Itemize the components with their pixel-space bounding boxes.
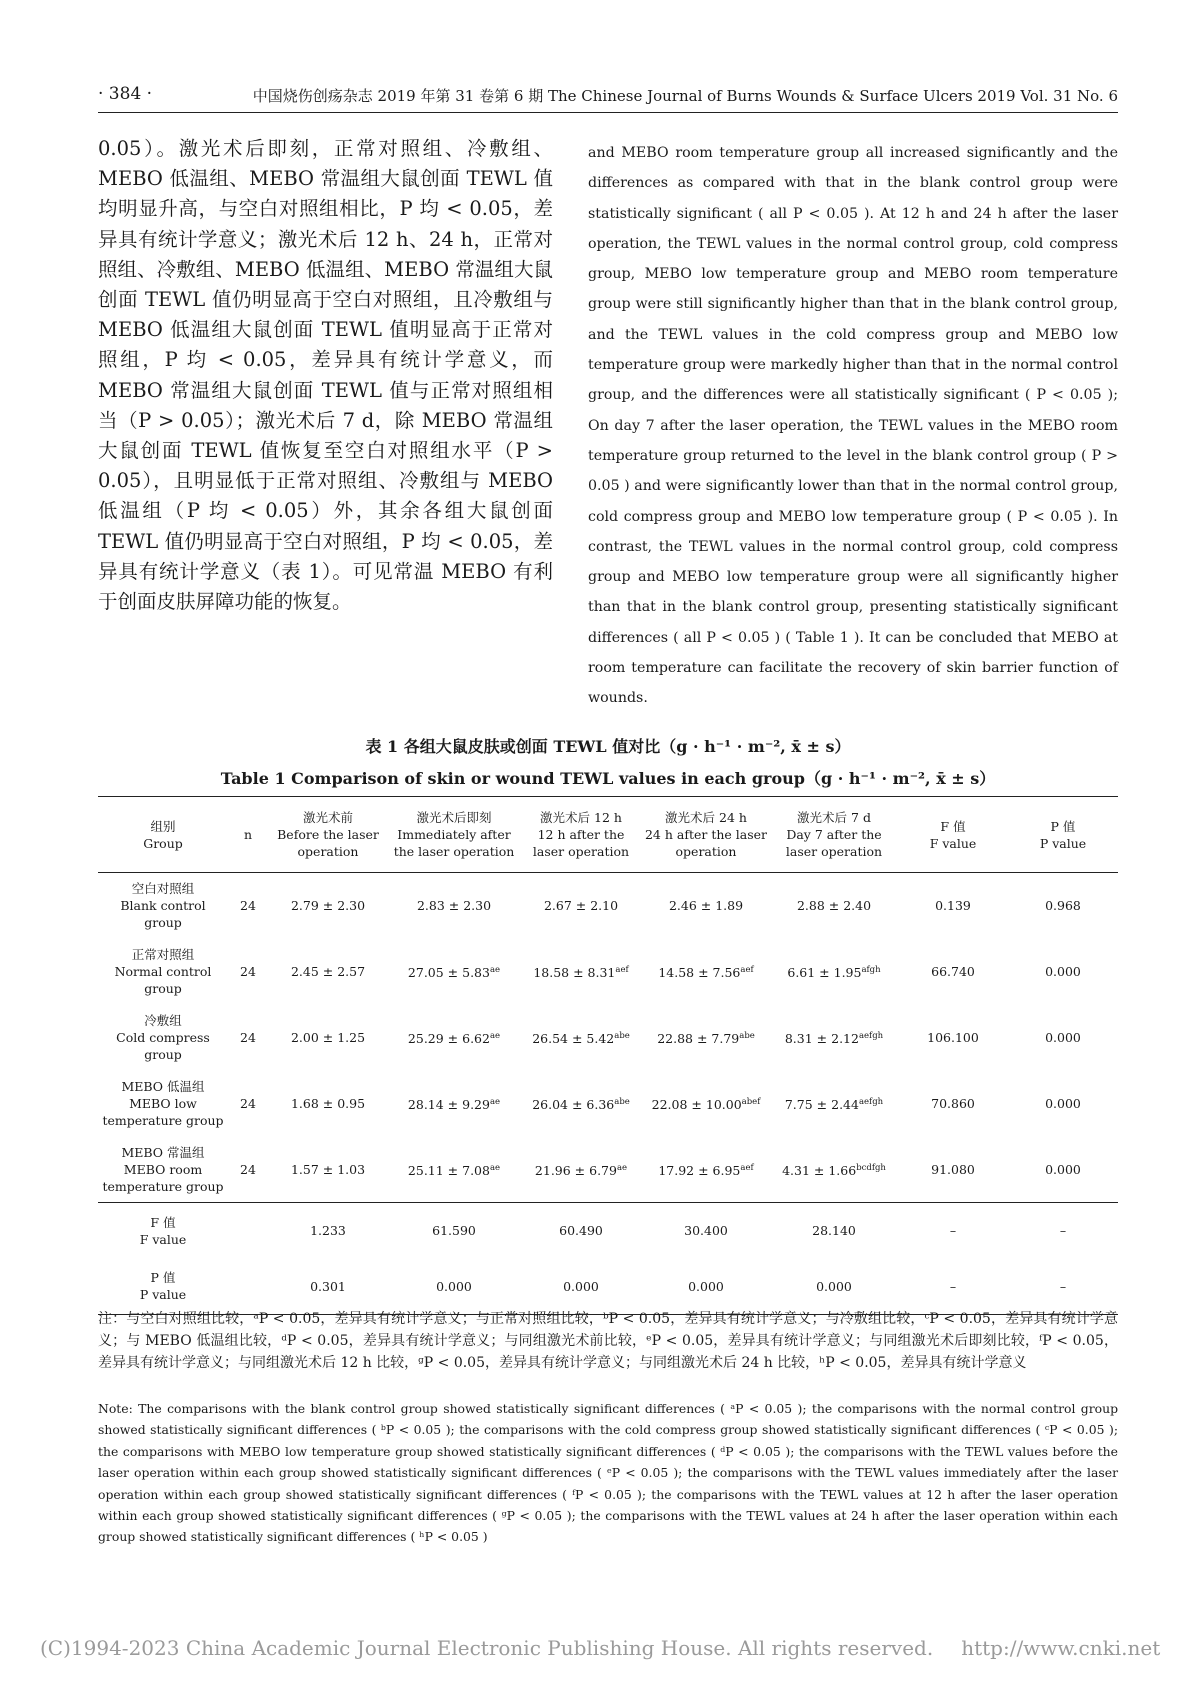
body-text-chinese: 0.05）。激光术后即刻，正常对照组、冷敷组、MEBO 低温组、MEBO 常温组大鼠创面 TEWL 值均明显升高，与空白对照组相比，P 均 < 0.05，差异具有统计学意义；激光术后 12 h、24 h，正常对照组、冷敷组、MEBO 低温组、MEBO 常温组大鼠创面 TEWL 值仍明显高于空白对照组，且冷敷组与 MEBO 低温组大鼠创面 TEWL 值明显高于正常对照组，P 均 < 0.05，差异具有统计学意义，而 MEBO 常温组大鼠创面 TEWL 值与正常对照组相当（P > 0.05）；激光术后 7 d，除 MEBO 常温组大鼠创面 TEWL 值恢复至空白对照组水平（P > 0.05），且明显低于正常对照组、冷敷组与 MEBO 低温组（P 均 < 0.05）外，其余各组大鼠创面 TEWL 值仍明显高于空白对照组，P 均 < 0.05，差异具有统计学意义（表 1）。可见常温 MEBO 有利于创面皮肤屏障功能的恢复。 (98, 137, 553, 614)
table-summary (98, 1203, 1118, 1315)
cell-value: 21.96 ± 6.79 (534, 1162, 617, 1178)
summary-row (98, 1259, 1118, 1315)
cnki-url: http://www.cnki.net (961, 1636, 1161, 1660)
summary-value: 61.590 (388, 1203, 520, 1259)
group-cell (98, 1137, 228, 1203)
significance-marks: ae (489, 1162, 501, 1173)
cell-value: 28.14 ± 9.29 (407, 1097, 490, 1113)
cell-value: 7.75 ± 2.44 (784, 1097, 859, 1113)
value-cell (268, 939, 388, 1005)
cell-value: 18.58 ± 8.31 (533, 965, 616, 981)
value-cell (520, 873, 642, 939)
significance-marks: aefgh (858, 1096, 884, 1107)
summary-label (98, 1259, 228, 1315)
summary-label-cn: P 值 (150, 1270, 176, 1286)
table-row (98, 1137, 1118, 1203)
significance-marks: aef (615, 964, 629, 975)
significance-marks: abe (739, 1030, 755, 1041)
summary-row (98, 1203, 1118, 1259)
page-number: · 384 · (98, 84, 153, 104)
significance-marks: bcdfgh (856, 1162, 886, 1173)
summary-label-en: F value (139, 1231, 187, 1247)
column-header-en: 24 h after the laser operation (644, 827, 768, 859)
group-name-en: Blank control group (120, 898, 206, 931)
significance-marks: ae (489, 1096, 501, 1107)
column-header-en: Group (143, 835, 183, 851)
group-name-cn: 正常对照组 (131, 947, 195, 962)
significance-marks: abef (741, 1096, 761, 1107)
cell-value: 14.58 ± 7.56 (658, 965, 741, 981)
column-header (1008, 797, 1118, 873)
value-cell (520, 1071, 642, 1137)
column-header (268, 797, 388, 873)
group-name-en: MEBO room temperature group (102, 1161, 224, 1194)
cell-value: 2.67 ± 2.10 (543, 898, 619, 914)
value-cell (268, 1137, 388, 1203)
table-row (98, 939, 1118, 1005)
summary-value: 0.301 (268, 1259, 388, 1315)
column-header-cn: 激光术后即刻 (416, 810, 492, 825)
group-cell (98, 1005, 228, 1071)
value-cell (770, 1005, 898, 1071)
significance-marks: aefgh (858, 1030, 884, 1041)
cell-value: 22.88 ± 7.79 (657, 1031, 740, 1047)
f-value-cell: 66.740 (931, 964, 975, 979)
table-caption-chinese: 表 1 各组大鼠皮肤或创面 TEWL 值对比（g · h⁻¹ · m⁻², x̄ ± s） (365, 737, 851, 756)
column-header-en: 12 h after the laser operation (532, 827, 630, 859)
column-header (388, 797, 520, 873)
group-name-en: Normal control group (114, 964, 212, 996)
body-text-english: and MEBO room temperature group all increased significantly and the differences as compared with that in the blank control group were statistically significant ( all P < 0.05 ). At 12 h and 24 h after the laser operation, the TEWL values in the normal control group, cold compress group, MEBO low temperature group and MEBO room temperature group were still significantly higher than that in the blank control group, and the TEWL values in the cold compress group and MEBO low temperature group were markedly higher than that in the normal control group, and the differences were all statistically significant ( P < 0.05 ); On day 7 after the laser operation, the TEWL values in the MEBO room temperature group returned to the level in the blank control group ( P > 0.05 ) and were significantly lower than that in the normal control group, cold compress group and MEBO low temperature group ( P < 0.05 ). In contrast, the TEWL values in the normal control group, cold compress group and MEBO low temperature group were all significantly higher than that in the blank control group, presenting statistically significant differences ( all P < 0.05 ) ( Table 1 ). It can be concluded that MEBO at room temperature can facilitate the recovery of skin barrier function of wounds. (588, 145, 1118, 707)
group-name-cn: 空白对照组 (131, 881, 195, 897)
value-cell (642, 1137, 770, 1203)
significance-marks: afgh (861, 964, 881, 975)
value-cell (642, 1005, 770, 1071)
cell-value: 25.29 ± 6.62 (407, 1031, 490, 1047)
significance-marks: abe (614, 1096, 630, 1107)
cell-value: 17.92 ± 6.95 (658, 1162, 741, 1178)
significance-marks: ae (616, 1162, 628, 1173)
cell-value: 1.68 ± 0.95 (290, 1096, 366, 1111)
f-value-cell: 0.139 (935, 898, 971, 914)
n-cell: 24 (240, 964, 256, 979)
p-value-cell: 0.000 (1045, 1161, 1081, 1177)
column-header-cn: 组别 (150, 818, 176, 834)
table-note-english: Note: The comparisons with the blank control group showed statistically significant differences ( ᵃP < 0.05 ); the comparisons with the normal control group showed statistically significant differences ( ᵇP < 0.05 ); the comparisons with the cold compress group showed statistically significant differences ( ᶜP < 0.05 ); the comparisons with MEBO low temperature group showed statistically significant differences ( ᵈP < 0.05 ); the comparisons with the TEWL values before the laser operation within each group showed statistically significant differences ( ᵉP < 0.05 ); the comparisons with the TEWL values immediately after the laser operation within each group showed statistically significant differences ( ᶠP < 0.05 ); the comparisons with the TEWL values at 12 h after the laser operation within each group showed statistically significant differences ( ᵍP < 0.05 ); the comparisons with the TEWL values at 24 h after the laser operation within each group showed statistically significant differences ( ʰP < 0.05 ) (98, 1401, 1118, 1545)
summary-empty (228, 1259, 268, 1315)
copyright-watermark (40, 1636, 1160, 1660)
group-name-cn: 冷敷组 (144, 1013, 182, 1028)
n-cell: 24 (240, 1096, 256, 1111)
n-cell: 24 (240, 1161, 256, 1177)
cell-value: 22.08 ± 10.00 (651, 1097, 742, 1113)
column-header-en: Before the laser operation (277, 827, 379, 859)
column-header (898, 797, 1008, 873)
summary-value: 0.000 (642, 1259, 770, 1315)
summary-value: 0.000 (388, 1259, 520, 1315)
table-row (98, 873, 1118, 939)
copyright-text: (C)1994-2023 China Academic Journal Electronic Publishing House. All rights reserved. (40, 1636, 934, 1660)
column-header (642, 797, 770, 873)
value-cell (642, 873, 770, 939)
summary-value: 28.140 (770, 1203, 898, 1259)
column-header-cn: 激光术后 7 d (797, 810, 871, 825)
cell-value: 2.83 ± 2.30 (416, 898, 492, 914)
column-header-cn: 激光术后 24 h (665, 810, 747, 825)
group-name-en: Cold compress group (116, 1030, 210, 1062)
cell-value: 2.45 ± 2.57 (290, 964, 366, 979)
value-cell (388, 939, 520, 1005)
value-cell (642, 939, 770, 1005)
value-cell (770, 939, 898, 1005)
significance-marks: ae (489, 1030, 501, 1041)
summary-value: 0.000 (520, 1259, 642, 1315)
column-header-en: F value (929, 835, 977, 851)
table-row (98, 1005, 1118, 1071)
value-cell (642, 1071, 770, 1137)
cell-value: 2.88 ± 2.40 (796, 898, 872, 914)
running-header (98, 84, 1118, 110)
value-cell (268, 1071, 388, 1137)
f-value-cell: 106.100 (927, 1030, 979, 1045)
summary-label (98, 1203, 228, 1259)
cell-value: 6.61 ± 1.95 (787, 965, 862, 981)
column-header-en: Immediately after the laser operation (393, 827, 515, 859)
value-cell (268, 1005, 388, 1071)
summary-label-cn: F 值 (150, 1214, 176, 1230)
significance-marks: abe (614, 1030, 630, 1041)
value-cell (770, 873, 898, 939)
cell-value: 2.00 ± 1.25 (290, 1030, 366, 1045)
group-cell (98, 873, 228, 939)
cell-value: 2.79 ± 2.30 (290, 898, 366, 914)
value-cell (268, 873, 388, 939)
column-header (520, 797, 642, 873)
n-cell: 24 (240, 1030, 256, 1045)
tewl-table (98, 796, 1118, 1315)
summary-value: – (898, 1203, 1008, 1259)
journal-title: 中国烧伤创疡杂志 2019 年第 31 卷第 6 期 The Chinese Journal of Burns Wounds & Surface Ulcers 2019 Vol. 31 No. 6 (252, 87, 1118, 105)
summary-empty (228, 1203, 268, 1259)
p-value-cell: 0.000 (1045, 1096, 1081, 1111)
table-note-chinese: 注：与空白对照组比较，ᵃP < 0.05，差异具有统计学意义；与正常对照组比较，ᵇP < 0.05，差异具有统计学意义；与冷敷组比较，ᶜP < 0.05，差异具有统计学意义；与 MEBO 低温组比较，ᵈP < 0.05，差异具有统计学意义；与同组激光术前比较，ᵉP < 0.05，差异具有统计学意义；与同组激光术后即刻比较，ᶠP < 0.05，差异具有统计学意义；与同组激光术后 12 h 比较，ᵍP < 0.05，差异具有统计学意义；与同组激光术后 24 h 比较，ʰP < 0.05，差异具有统计学意义 (98, 1311, 1118, 1371)
significance-marks: aef (740, 1162, 754, 1173)
cell-value: 26.04 ± 6.36 (532, 1097, 615, 1113)
column-header-en: P value (1039, 835, 1087, 851)
value-cell (388, 1005, 520, 1071)
column-header-cn: P 值 (1050, 818, 1076, 834)
significance-marks: aef (740, 964, 754, 975)
group-name-en: MEBO low temperature group (102, 1096, 224, 1128)
p-value-cell: 0.000 (1045, 1030, 1081, 1045)
table-caption-english: Table 1 Comparison of skin or wound TEWL values in each group（g · h⁻¹ · m⁻², x̄ ± s） (220, 769, 996, 788)
significance-marks: ae (489, 964, 501, 975)
summary-value: – (1008, 1203, 1118, 1259)
value-cell (520, 1137, 642, 1203)
column-header (98, 797, 228, 873)
cell-value: 8.31 ± 2.12 (784, 1031, 859, 1047)
column-header-cn: F 值 (940, 818, 966, 834)
cell-value: 25.11 ± 7.08 (407, 1162, 490, 1178)
summary-value: 1.233 (268, 1203, 388, 1259)
summary-value: – (1008, 1259, 1118, 1315)
group-name-cn: MEBO 常温组 (121, 1144, 205, 1160)
cell-value: 1.57 ± 1.03 (290, 1161, 366, 1177)
value-cell (770, 1071, 898, 1137)
value-cell (388, 1071, 520, 1137)
table-body (98, 873, 1118, 1203)
n-cell: 24 (240, 898, 256, 914)
table-row (98, 1071, 1118, 1137)
cell-value: 27.05 ± 5.83 (407, 965, 490, 981)
f-value-cell: 70.860 (931, 1096, 975, 1111)
summary-value: 30.400 (642, 1203, 770, 1259)
group-cell (98, 1071, 228, 1137)
cell-value: 2.46 ± 1.89 (668, 898, 744, 914)
column-header-cn: 激光术前 (302, 810, 353, 825)
summary-value: 60.490 (520, 1203, 642, 1259)
column-header-cn: n (243, 827, 253, 842)
column-header-cn: 激光术后 12 h (540, 810, 622, 825)
value-cell (520, 939, 642, 1005)
group-cell (98, 939, 228, 1005)
cell-value: 4.31 ± 1.66 (782, 1162, 857, 1178)
column-header-en: Day 7 after the laser operation (785, 827, 883, 859)
p-value-cell: 0.000 (1045, 964, 1081, 979)
summary-label-en: P value (139, 1287, 187, 1303)
value-cell (388, 1137, 520, 1203)
value-cell (520, 1005, 642, 1071)
value-cell (388, 873, 520, 939)
header-rule (98, 112, 1118, 113)
f-value-cell: 91.080 (931, 1161, 975, 1177)
summary-value: 0.000 (770, 1259, 898, 1315)
cell-value: 26.54 ± 5.42 (532, 1031, 615, 1047)
summary-value: – (898, 1259, 1008, 1315)
column-header (770, 797, 898, 873)
value-cell (770, 1137, 898, 1203)
p-value-cell: 0.968 (1045, 898, 1081, 914)
group-name-cn: MEBO 低温组 (121, 1079, 205, 1094)
column-header (228, 797, 268, 873)
table-header-row (98, 797, 1118, 873)
